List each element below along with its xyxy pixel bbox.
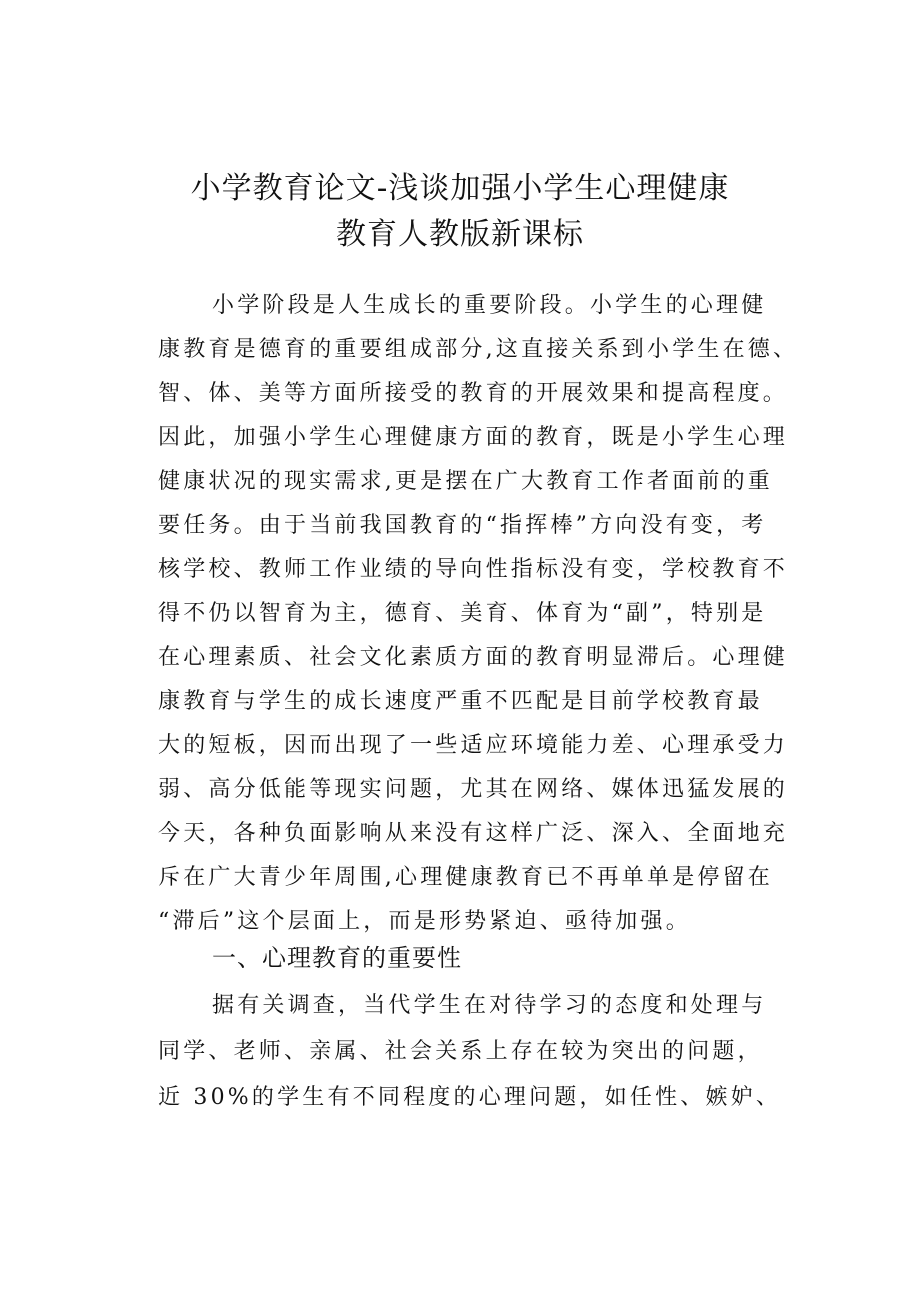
paragraph-1-line-7: 核学校、教师工作业绩的导向性指标没有变，学校教育不 <box>158 557 789 582</box>
paragraph-1-line-4: 因此，加强小学生心理健康方面的教育，既是小学生心理 <box>158 425 789 450</box>
paragraph-1-line-8: 得不仍以智育为主，德育、美育、体育为“副”，特别是 <box>158 601 767 626</box>
paragraph-1-line-2: 康教育是德育的重要组成部分,这直接关系到小学生在德、 <box>158 337 799 362</box>
paragraph-1-line-12: 弱、高分低能等现实问题，尤其在网络、媒体迅猛发展的 <box>158 777 789 802</box>
paragraph-1-line-1: 小学阶段是人生成长的重要阶段。小学生的心理健 <box>212 293 767 318</box>
paragraph-1-line-6: 要任务。由于当前我国教育的“指挥棒”方向没有变，考 <box>158 513 767 538</box>
paragraph-1-line-15: “滞后”这个层面上，而是形势紧迫、亟待加强。 <box>158 909 691 934</box>
paragraph-2-line-3: 近 30%的学生有不同程度的心理问题，如任性、嫉妒、 <box>158 1085 782 1110</box>
paragraph-1-line-9: 在心理素质、社会文化素质方面的教育明显滞后。心理健 <box>158 645 789 670</box>
section-1-heading: 一、心理教育的重要性 <box>212 944 462 972</box>
paragraph-2-line-2: 同学、老师、亲属、社会关系上存在较为突出的问题， <box>158 1039 763 1064</box>
paragraph-1-line-11: 大的短板，因而出现了一些适应环境能力差、心理承受力 <box>158 733 789 758</box>
paragraph-1-line-5: 健康状况的现实需求,更是摆在广大教育工作者面前的重 <box>158 469 773 494</box>
document-title-line-2: 教育人教版新课标 <box>336 217 584 252</box>
paragraph-1-line-3: 智、体、美等方面所接受的教育的开展效果和提高程度。 <box>158 381 789 406</box>
paragraph-1-line-14: 斥在广大青少年周围,心理健康教育已不再单单是停留在 <box>158 865 773 890</box>
paragraph-1-line-10: 康教育与学生的成长速度严重不匹配是目前学校教育最 <box>158 689 763 714</box>
paragraph-1-line-13: 今天，各种负面影响从来没有这样广泛、深入、全面地充 <box>158 821 789 846</box>
paragraph-2-line-1: 据有关调查，当代学生在对待学习的态度和处理与 <box>212 993 767 1018</box>
document-title-line-1: 小学教育论文-浅谈加强小学生心理健康 <box>190 171 730 206</box>
